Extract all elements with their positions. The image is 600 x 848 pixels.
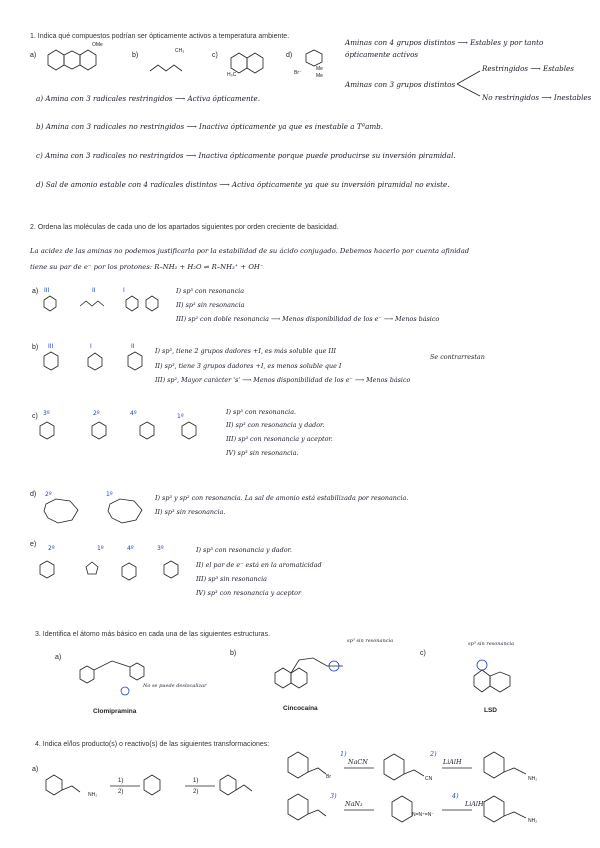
q1-label-a: a) (30, 52, 37, 59)
q2b-degree-3: II (131, 343, 135, 350)
q1-molecule-a (40, 45, 100, 85)
q3-name-c: LSD (484, 707, 497, 714)
q2c-line-1: I) sp³ con resonancia. (226, 408, 297, 416)
q4-reagent-2: LiAlH (443, 758, 462, 766)
q3-label-c: c) (420, 650, 426, 657)
q4-reagent-3: NaN₃ (345, 800, 363, 808)
q2a-degree-1: III (44, 287, 50, 294)
q1-mol-b-ch3: CH₃ (175, 48, 185, 54)
q2a-molecules (40, 292, 160, 317)
q3-note-c: sp³ sin resonancia (468, 641, 515, 647)
q2e-degree-4: 3º (157, 545, 164, 552)
q4-left-step1b: 1) (193, 778, 199, 784)
q4-left-scheme (40, 772, 270, 807)
q1-mol-c-h3c: H₃C (227, 72, 237, 78)
q3-note-a: No se puede deslocalizar (143, 683, 207, 689)
q2-intro-line2: tiene su par de e⁻ por los protones: R–NH₂ + H₂O ⇌ R–NH₃⁺ + OH⁻ (30, 263, 264, 271)
q4-atom-cn: CN (425, 776, 433, 782)
q2c-line-2: II) sp³ con resonancia y dador. (226, 421, 325, 429)
q2a-label: a) (32, 288, 39, 295)
q3-title: 3. Identifica el átomo más básico en cada una de las siguientes estructuras. (35, 631, 271, 638)
q4-step-3: 3) (330, 792, 337, 800)
q2c-line-4: IV) sp³ sin resonancia. (226, 449, 299, 457)
q4-reagent-1: NaCN (348, 758, 368, 766)
q1-mol-d-me2: Me (316, 73, 323, 79)
q2d-molecules (40, 496, 160, 528)
q2a-line-2: II) sp³ sin resonancia (176, 301, 245, 309)
q2a-line-3: III) sp² con doble resonancia ⟶ Menos disponibilidad de los e⁻ ⟶ Menos básico (176, 315, 440, 323)
q2c-molecules (36, 418, 216, 453)
q4-atom-azide: N=N⁺=N⁻ (412, 812, 434, 818)
q1-label-b: b) (132, 52, 139, 59)
q4-atom-nh2-b: NH₂ (528, 818, 538, 824)
q3-molecule-b (265, 648, 375, 703)
q4-atom-nh2-a: NH₂ (528, 776, 538, 782)
q2b-line-2: II) sp³, tiene 3 grupos dadores +I, es menos soluble que I (155, 362, 342, 370)
q4-atom-nh2-left: NH₂ (88, 792, 98, 798)
q2a-line-1: I) sp³ con resonancia (176, 287, 245, 295)
q4-title: 4. Indica el/los producto(s) o reactivo(s) de las siguientes transformaciones: (35, 741, 270, 748)
q3-note-b: sp³ sin resonancia (347, 638, 394, 644)
q1-label-d: d) (286, 52, 293, 59)
q3-molecule-a (70, 655, 170, 700)
q1-side-branch2: No restringidos ⟶ Inestables (482, 93, 592, 102)
q2c-label: c) (32, 413, 38, 420)
q2b-degree-1: III (48, 343, 54, 350)
q1-label-c: c) (212, 52, 218, 59)
q4-left-step1a: 1) (118, 778, 124, 784)
q2c-degree-4: 1º (177, 413, 184, 420)
q2e-line-2: II) el par de e⁻ está en la aromaticidad (196, 561, 322, 569)
q3-name-a: Clomipramina (93, 708, 137, 715)
q1-mol-a-ome: OMe (92, 42, 103, 48)
q1-side-line3: Aminas con 3 grupos distintos (345, 80, 456, 89)
q1-side-branch1: Restringidos ⟶ Estables (482, 64, 574, 73)
q2d-label: d) (30, 491, 37, 498)
q2e-degree-2: 1º (97, 545, 104, 552)
q3-label-a: a) (55, 654, 62, 661)
q2b-brace-note: Se contrarrestan (430, 353, 485, 361)
q2e-line-4: IV) sp³ con resonancia y aceptor (196, 589, 302, 597)
q1-answer-a: a) Amina con 3 radicales restringidos ⟶ Activa ópticamente. (36, 94, 261, 103)
q4-label: a) (32, 766, 39, 773)
q2-intro-line1: La acidez de las aminas no podemos justificarla por la estabilidad de su ácido conjugado. Debemos hacerlo por cuenta afinidad (30, 247, 470, 255)
q2a-degree-3: I (123, 287, 125, 294)
q2d-degree-1: 2º (45, 491, 52, 498)
q2d-degree-2: 1º (106, 491, 113, 498)
q2e-degree-1: 2º (48, 545, 55, 552)
q2b-label: b) (32, 344, 39, 351)
q4-atom-br: Br (326, 774, 331, 780)
q2a-degree-2: II (92, 287, 96, 294)
q2d-line-1: I) sp³ y sp² con resonancia. La sal de amonio está estabilizada por resonancia. (155, 494, 409, 502)
q1-molecule-b (148, 55, 193, 80)
q1-answer-d: d) Sal de amonio estable con 4 radicales distintos ⟶ Activa ópticamente ya que su inversión piramidal no existe. (36, 180, 450, 189)
q2e-line-1: I) sp³ con resonancia y dador. (196, 546, 292, 554)
q1-mol-d-br: Br⁻ (294, 70, 302, 76)
q2b-line-1: I) sp³, tiene 2 grupos dadores +I, es más soluble que III (155, 347, 337, 355)
q1-mol-d-me1: Me (316, 66, 323, 72)
q2e-line-3: III) sp³ sin resonancia (196, 575, 267, 583)
q4-step-1: 1) (340, 750, 347, 758)
q3-molecule-c (452, 652, 532, 712)
q2d-line-2: II) sp³ sin resonancia. (155, 508, 226, 516)
q1-answer-c: c) Amina con 3 radicales no restringidos ⟶ Inactiva ópticamente porque puede producirse su inversión piramidal. (36, 151, 456, 160)
q3-label-b: b) (230, 650, 237, 657)
q2c-degree-2: 2º (93, 410, 100, 417)
q1-molecule-c (225, 50, 275, 85)
q2b-line-3: III) sp², Mayor carácter 's' ⟶ Menos disponibilidad de los e⁻ ⟶ Menos básico (155, 376, 411, 384)
q1-side-line1: Aminas con 4 grupos distintos ⟶ Estables y por tanto (345, 38, 544, 47)
q3-name-b: Cincocaína (283, 705, 318, 712)
q4-left-step2a: 2) (118, 789, 124, 795)
q2-title: 2. Ordena las moléculas de cada uno de los apartados siguientes por orden creciente de basicidad. (30, 224, 339, 231)
q2e-degree-3: 4º (127, 545, 134, 552)
q2e-label: e) (30, 541, 37, 548)
q4-reagent-4: LiAlH (465, 800, 484, 808)
q1-side-line2: ópticamente activos (345, 50, 419, 59)
q4-left-step2b: 2) (193, 789, 199, 795)
q2b-molecules (40, 350, 170, 382)
q2c-line-3: III) sp³ con resonancia y aceptor. (226, 435, 333, 443)
q2b-degree-2: I (90, 343, 92, 350)
q2c-degree-1: 3º (43, 410, 50, 417)
q2c-degree-3: 4º (130, 410, 137, 417)
q2e-molecules (36, 555, 186, 595)
q4-step-2: 2) (430, 750, 437, 758)
q1-molecule-d (300, 48, 330, 73)
q4-step-4: 4) (452, 792, 459, 800)
q1-answer-b: b) Amina con 3 radicales no restringidos ⟶ Inactiva ópticamente ya que es inestable a Tªamb. (36, 122, 384, 131)
q1-branch-arrows (455, 66, 485, 101)
q1-title: 1. Indica qué compuestos podrían ser ópticamente activos a temperatura ambiente. (30, 33, 290, 40)
q4-right-scheme (282, 748, 582, 838)
